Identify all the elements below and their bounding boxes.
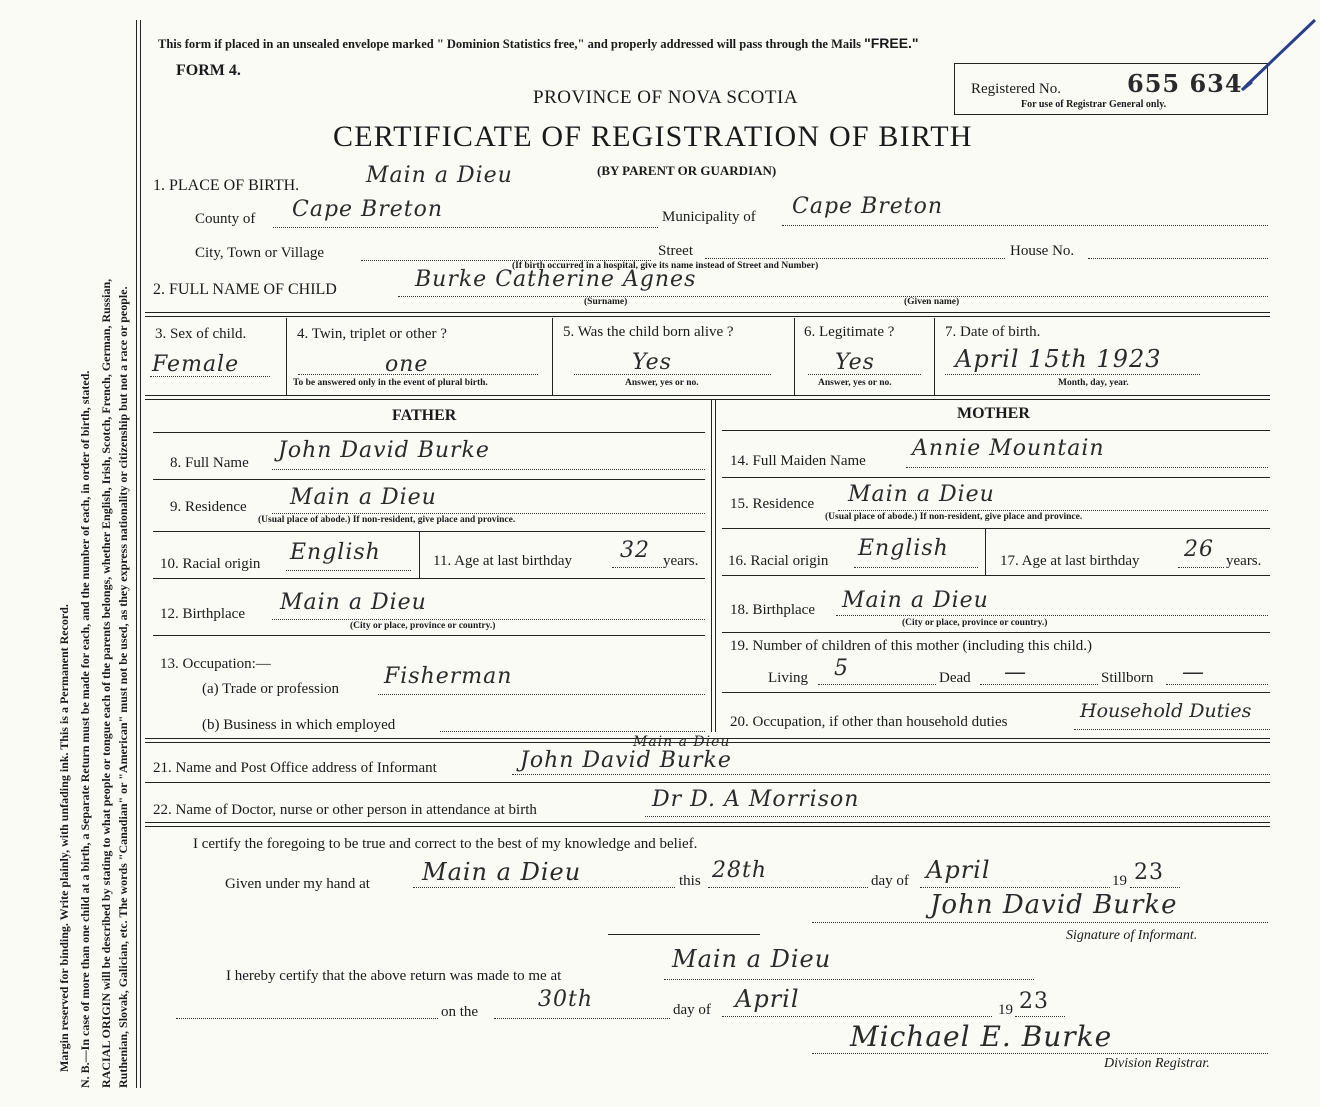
by-parent-subtitle: (BY PARENT OR GUARDIAN) bbox=[597, 163, 777, 178]
county-label: County of bbox=[195, 211, 256, 227]
mother-birthplace-label: 18. Birthplace bbox=[730, 602, 815, 618]
form-number: FORM 4. bbox=[176, 62, 241, 79]
margin-note-nb: N. B.—In case of more than one child at a birth, a Separate Return must be made for each, and the number of each, in order of birth, stated. bbox=[78, 370, 92, 1088]
mother-age-years: years. bbox=[1226, 553, 1262, 569]
father-residence-note: (Usual place of abode.) If non-resident, give place and province. bbox=[258, 515, 516, 525]
registrar-year-value: 23 bbox=[1019, 989, 1049, 1014]
legitimate-value: Yes bbox=[835, 350, 875, 375]
margin-note-racial-2: Ruthenian, Slovak, Galician, etc. The words "Canadian" or "American" must not be used, as they express nationality or citizenship but not a race or people. bbox=[116, 286, 130, 1088]
father-mother-divider bbox=[711, 399, 716, 732]
father-name-label: 8. Full Name bbox=[170, 455, 249, 471]
given-under-value: Main a Dieu bbox=[422, 858, 582, 886]
province-title: PROVINCE OF NOVA SCOTIA bbox=[533, 87, 799, 108]
house-number-label: House No. bbox=[1010, 243, 1075, 259]
county-value: Cape Breton bbox=[292, 197, 444, 222]
legitimate-label: 6. Legitimate ? bbox=[804, 324, 895, 340]
certify-day-of-value: April bbox=[926, 856, 991, 884]
on-the-value: 30th bbox=[538, 987, 594, 1012]
mother-race-value: English bbox=[858, 536, 949, 561]
living-label: Living bbox=[768, 670, 808, 686]
father-business-label: (b) Business in which employed bbox=[202, 717, 396, 733]
mother-heading: MOTHER bbox=[957, 405, 1030, 422]
mother-residence-note: (Usual place of abode.) If non-resident, give place and province. bbox=[825, 512, 1083, 522]
father-age-years: years. bbox=[663, 553, 699, 569]
binding-margin-rule bbox=[136, 20, 141, 1088]
legitimate-note: Answer, yes or no. bbox=[818, 378, 892, 388]
father-age-label: 11. Age at last birthday bbox=[433, 553, 572, 569]
twin-note: To be answered only in the event of plural birth. bbox=[293, 378, 488, 388]
father-heading: FATHER bbox=[392, 407, 457, 424]
date-of-birth-note: Month, day, year. bbox=[1058, 378, 1129, 388]
mother-race-label: 16. Racial origin bbox=[728, 553, 829, 569]
margin-note-racial-1: RACIAL ORIGIN will be described by stating to what people or tongue each of the parents belongs, whether English, Irish, Scotch, French, German, Russian, bbox=[99, 278, 113, 1088]
certify-year-prefix: 19 bbox=[1112, 873, 1127, 889]
registrar-signature: Michael E. Burke bbox=[850, 1020, 1113, 1053]
father-birthplace-note: (City or place, province or country.) bbox=[350, 621, 496, 631]
born-alive-value: Yes bbox=[632, 350, 672, 375]
certify-year-value: 23 bbox=[1134, 860, 1164, 885]
born-alive-label: 5. Was the child born alive ? bbox=[563, 324, 734, 340]
doctor-label: 22. Name of Doctor, nurse or other person in attendance at birth bbox=[153, 802, 537, 818]
twin-label: 4. Twin, triplet or other ? bbox=[297, 326, 447, 342]
dead-label: Dead bbox=[939, 670, 971, 686]
stillborn-label: Stillborn bbox=[1101, 670, 1154, 686]
certificate-title: CERTIFICATE OF REGISTRATION OF BIRTH bbox=[333, 120, 973, 153]
registrar-year-prefix: 19 bbox=[998, 1002, 1013, 1018]
registered-number-value: 655 634 bbox=[1127, 69, 1243, 98]
father-trade-label: (a) Trade or profession bbox=[202, 681, 340, 697]
informant-address-value: Main a Dieu bbox=[633, 734, 731, 750]
living-value: 5 bbox=[834, 656, 849, 681]
registrar-place-value: Main a Dieu bbox=[672, 945, 832, 973]
stillborn-value: — bbox=[1182, 660, 1205, 685]
registrar-signature-label: Division Registrar. bbox=[1104, 1056, 1210, 1071]
informant-signature: John David Burke bbox=[930, 890, 1178, 920]
sex-value: Female bbox=[152, 352, 240, 377]
mother-birthplace-note: (City or place, province or country.) bbox=[902, 618, 1048, 628]
city-label: City, Town or Village bbox=[195, 245, 325, 261]
date-of-birth-label: 7. Date of birth. bbox=[945, 324, 1041, 340]
mother-residence-value: Main a Dieu bbox=[848, 482, 995, 507]
place-of-birth-value: Main a Dieu bbox=[366, 163, 513, 188]
on-the-label: on the bbox=[441, 1004, 479, 1020]
municipality-label: Municipality of bbox=[662, 209, 756, 225]
mother-residence-label: 15. Residence bbox=[730, 496, 815, 512]
this-value: 28th bbox=[712, 858, 768, 883]
certify-day-of-label: day of bbox=[871, 873, 909, 889]
doctor-value: Dr D. A Morrison bbox=[652, 787, 860, 812]
registrar-certification-text: I hereby certify that the above return was made to me at bbox=[226, 968, 562, 984]
born-alive-note: Answer, yes or no. bbox=[625, 378, 699, 388]
registrar-day-of-value: April bbox=[735, 985, 800, 1013]
father-birthplace-value: Main a Dieu bbox=[280, 590, 427, 615]
sex-label: 3. Sex of child. bbox=[155, 326, 247, 342]
registered-number-note: For use of Registrar General only. bbox=[1021, 99, 1167, 110]
municipality-value: Cape Breton bbox=[792, 194, 944, 219]
surname-note: (Surname) bbox=[584, 297, 628, 307]
father-occupation-label: 13. Occupation:— bbox=[160, 656, 271, 672]
mother-age-value: 26 bbox=[1184, 537, 1214, 562]
this-label: this bbox=[679, 873, 701, 889]
child-name-label: 2. FULL NAME OF CHILD bbox=[153, 281, 337, 298]
mother-birthplace-value: Main a Dieu bbox=[842, 588, 989, 613]
father-name-value: John David Burke bbox=[278, 438, 490, 463]
father-race-label: 10. Racial origin bbox=[160, 556, 261, 572]
dead-value: — bbox=[1004, 660, 1027, 685]
separator-rule bbox=[608, 934, 760, 935]
father-birthplace-label: 12. Birthplace bbox=[160, 606, 245, 622]
father-trade-value: Fisherman bbox=[384, 664, 513, 689]
mail-notice: This form if placed in an unsealed envelope marked " Dominion Statistics free," and properly addressed will pass through the Mails "FREE." bbox=[158, 35, 919, 51]
informant-value: John David Burke bbox=[520, 748, 732, 773]
place-of-birth-label: 1. PLACE OF BIRTH. bbox=[153, 177, 300, 194]
father-race-value: English bbox=[290, 540, 381, 565]
mother-name-label: 14. Full Maiden Name bbox=[730, 453, 866, 469]
given-name-note: (Given name) bbox=[904, 297, 960, 307]
mother-occupation-value: Household Duties bbox=[1080, 700, 1252, 722]
margin-note-binding: Margin reserved for binding. Write plainly, with unfading ink. This is a Permanent Record. bbox=[57, 604, 71, 1072]
pen-mark-icon bbox=[1220, 16, 1320, 96]
informant-signature-label: Signature of Informant. bbox=[1066, 928, 1198, 943]
child-name-value: Burke Catherine Agnes bbox=[415, 267, 697, 292]
registrar-day-of-label: day of bbox=[673, 1002, 711, 1018]
twin-value: one bbox=[385, 352, 429, 377]
hospital-note: (If birth occurred in a hospital, give its name instead of Street and Number) bbox=[512, 261, 819, 271]
street-label: Street bbox=[658, 243, 693, 259]
father-age-value: 32 bbox=[620, 538, 650, 563]
registered-number-label: Registered No. bbox=[971, 81, 1061, 97]
informant-certification-text: I certify the foregoing to be true and correct to the best of my knowledge and belief. bbox=[193, 836, 698, 852]
father-residence-label: 9. Residence bbox=[170, 499, 247, 515]
mother-occupation-label: 20. Occupation, if other than household duties bbox=[730, 714, 1008, 730]
father-residence-value: Main a Dieu bbox=[290, 485, 437, 510]
given-under-label: Given under my hand at bbox=[225, 876, 370, 892]
children-count-label: 19. Number of children of this mother (including this child.) bbox=[730, 638, 1093, 654]
mother-name-value: Annie Mountain bbox=[912, 436, 1105, 461]
mother-age-label: 17. Age at last birthday bbox=[1000, 553, 1140, 569]
date-of-birth-value: April 15th 1923 bbox=[955, 345, 1162, 373]
informant-label: 21. Name and Post Office address of Informant bbox=[153, 760, 437, 776]
